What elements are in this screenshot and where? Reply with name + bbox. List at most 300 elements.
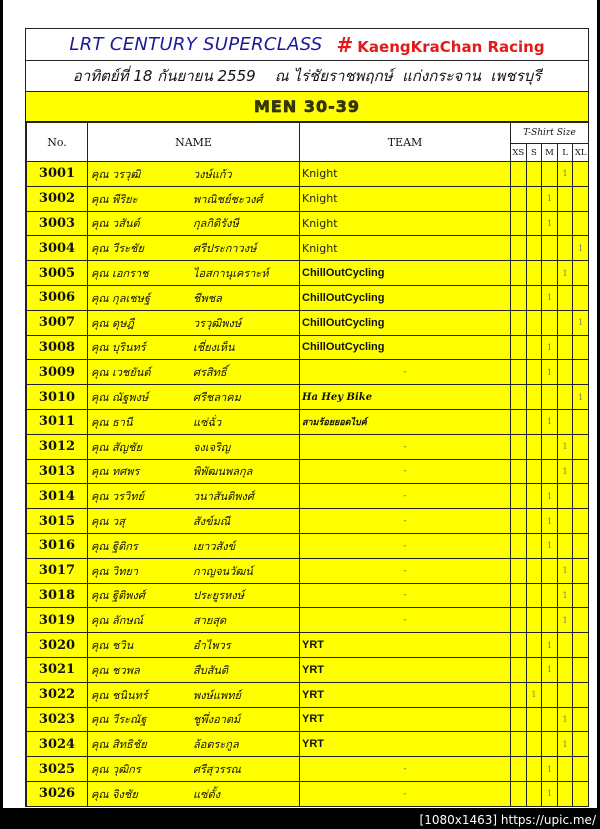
last-name: ศรีสุวรรณ — [193, 763, 241, 777]
size-m-cell: 1 — [542, 484, 558, 509]
size-l-cell: 1 — [557, 558, 573, 583]
last-name: วรวุฒิพงษ์ — [193, 316, 242, 330]
team-name: YRT — [300, 657, 511, 682]
last-name: พิพัฒนพลกุล — [193, 465, 253, 479]
size-xl-cell — [573, 261, 589, 286]
rider-name — [88, 310, 300, 335]
table-row — [27, 162, 589, 187]
size-m-cell: 1 — [542, 781, 558, 806]
category-label: MEN 30-39 — [254, 97, 360, 116]
rider-name — [88, 434, 300, 459]
size-xl-cell: 1 — [573, 236, 589, 261]
table-row — [27, 781, 589, 806]
team-name: สามร้อยยอดไบค์ — [300, 409, 511, 434]
last-name: กาญจนวัฒน์ — [193, 564, 253, 578]
size-xl-cell — [573, 732, 589, 757]
hashtag — [337, 33, 545, 57]
last-name: สังข์มณี — [193, 515, 231, 529]
last-name: แซ่ฉั่ว — [193, 415, 222, 429]
size-l-cell — [557, 385, 573, 410]
team-name: ChillOutCycling — [300, 261, 511, 286]
last-name: ศรีประกาวงษ์ — [193, 242, 257, 256]
size-m-cell — [542, 236, 558, 261]
size-m-cell — [542, 434, 558, 459]
size-xs-cell — [511, 558, 527, 583]
size-m-cell — [542, 583, 558, 608]
last-name: พงษ์แพทย์ — [193, 688, 241, 702]
size-xs-cell — [511, 757, 527, 782]
rider-name — [88, 285, 300, 310]
size-s-cell — [526, 633, 542, 658]
size-xl-cell — [573, 484, 589, 509]
rider-name — [88, 484, 300, 509]
team-name: ChillOutCycling — [300, 285, 511, 310]
rider-name — [88, 533, 300, 558]
table-row — [27, 385, 589, 410]
team-name: - — [300, 558, 511, 583]
size-xl-cell: 1 — [573, 385, 589, 410]
rider-name — [88, 211, 300, 236]
size-l-cell — [557, 310, 573, 335]
table-row — [27, 285, 589, 310]
size-xl-cell — [573, 657, 589, 682]
size-xl-cell — [573, 533, 589, 558]
first-name: คุณ วุฒิกร — [91, 763, 141, 777]
table-row — [27, 236, 589, 261]
size-l-cell — [557, 360, 573, 385]
size-xl-cell — [573, 509, 589, 534]
table-row — [27, 409, 589, 434]
first-name: คุณ ธานี — [91, 415, 133, 429]
size-s-cell — [526, 608, 542, 633]
team-name: - — [300, 757, 511, 782]
event-subtitle — [26, 61, 588, 92]
table-row — [27, 459, 589, 484]
first-name: คุณ วสันต์ — [91, 217, 140, 231]
size-xs-cell — [511, 335, 527, 360]
bib-number: 3016 — [27, 533, 88, 558]
last-name: กุลกิติรังษี — [193, 217, 239, 231]
size-xs-cell — [511, 285, 527, 310]
team-name: YRT — [300, 633, 511, 658]
size-xs-cell — [511, 509, 527, 534]
size-s-cell — [526, 533, 542, 558]
size-l-cell: 1 — [557, 434, 573, 459]
size-s-cell — [526, 484, 542, 509]
first-name: คุณ ลักษณ์ — [91, 614, 143, 628]
team-name: Ha Hey Bike — [300, 385, 511, 410]
bib-number: 3007 — [27, 310, 88, 335]
size-xs-cell — [511, 781, 527, 806]
first-name: คุณ ดุษฎี — [91, 316, 134, 330]
table-row — [27, 310, 589, 335]
table-row — [27, 583, 589, 608]
size-xs-cell — [511, 261, 527, 286]
first-name: คุณ ฐิติพงศ์ — [91, 589, 145, 603]
bib-number: 3001 — [27, 162, 88, 187]
size-s-cell — [526, 236, 542, 261]
size-l-cell — [557, 633, 573, 658]
table-row — [27, 558, 589, 583]
size-m-cell: 1 — [542, 757, 558, 782]
team-name: ChillOutCycling — [300, 310, 511, 335]
size-xs-cell — [511, 409, 527, 434]
size-s-cell — [526, 285, 542, 310]
size-xl-cell — [573, 757, 589, 782]
size-s-cell — [526, 186, 542, 211]
rider-name — [88, 707, 300, 732]
size-m-cell: 1 — [542, 657, 558, 682]
rider-name — [88, 236, 300, 261]
size-xl-cell: 1 — [573, 310, 589, 335]
size-m-cell: 1 — [542, 335, 558, 360]
size-xs-cell — [511, 484, 527, 509]
team-name: - — [300, 608, 511, 633]
size-s-cell — [526, 434, 542, 459]
size-l-cell — [557, 236, 573, 261]
table-row — [27, 732, 589, 757]
last-name: ชูพึ่งอาตม์ — [193, 713, 241, 727]
rider-name — [88, 608, 300, 633]
bib-number: 3009 — [27, 360, 88, 385]
bib-number: 3013 — [27, 459, 88, 484]
registration-sheet — [25, 28, 589, 807]
size-m-cell — [542, 682, 558, 707]
bib-number: 3003 — [27, 211, 88, 236]
bib-number: 3011 — [27, 409, 88, 434]
last-name: อำไพวร — [193, 639, 231, 653]
size-xs-cell — [511, 360, 527, 385]
size-xs-cell — [511, 583, 527, 608]
team-name: - — [300, 533, 511, 558]
last-name: แซ่ตั้ง — [193, 787, 221, 801]
size-xl-cell — [573, 162, 589, 187]
bib-number: 3023 — [27, 707, 88, 732]
size-l-cell: 1 — [557, 608, 573, 633]
size-l-cell — [557, 757, 573, 782]
size-m-cell — [542, 261, 558, 286]
first-name: คุณ ชวิน — [91, 639, 134, 653]
size-xs-cell — [511, 459, 527, 484]
size-l-cell — [557, 186, 573, 211]
size-xl-cell — [573, 608, 589, 633]
table-row — [27, 509, 589, 534]
header-size-xl: XL — [573, 144, 589, 162]
first-name: คุณ สิทธิชัย — [91, 738, 147, 752]
size-m-cell — [542, 558, 558, 583]
size-xl-cell — [573, 707, 589, 732]
rider-name — [88, 657, 300, 682]
size-s-cell — [526, 211, 542, 236]
rider-name — [88, 781, 300, 806]
header-no: No. — [27, 123, 88, 162]
size-l-cell — [557, 409, 573, 434]
table-row — [27, 261, 589, 286]
header-size-m: M — [542, 144, 558, 162]
rider-name — [88, 633, 300, 658]
size-s-cell — [526, 657, 542, 682]
size-l-cell: 1 — [557, 707, 573, 732]
bib-number: 3002 — [27, 186, 88, 211]
document-page — [3, 0, 597, 808]
size-xl-cell — [573, 211, 589, 236]
rider-name — [88, 385, 300, 410]
header-tshirt-size: T-Shirt Size — [511, 123, 589, 144]
rider-name — [88, 360, 300, 385]
size-xs-cell — [511, 732, 527, 757]
table-row — [27, 657, 589, 682]
size-m-cell — [542, 707, 558, 732]
size-xl-cell — [573, 285, 589, 310]
size-l-cell — [557, 509, 573, 534]
first-name: คุณ สัญชัย — [91, 440, 143, 454]
size-m-cell: 1 — [542, 409, 558, 434]
rider-name — [88, 732, 300, 757]
table-row — [27, 757, 589, 782]
size-m-cell — [542, 732, 558, 757]
bib-number: 3006 — [27, 285, 88, 310]
first-name: คุณ พีริยะ — [91, 192, 138, 206]
first-name: คุณ วีระณัฐ — [91, 713, 147, 727]
size-xs-cell — [511, 385, 527, 410]
size-l-cell — [557, 781, 573, 806]
size-m-cell: 1 — [542, 211, 558, 236]
first-name: คุณ ฐิติกร — [91, 539, 138, 553]
size-xl-cell — [573, 434, 589, 459]
table-row — [27, 434, 589, 459]
first-name: คุณ จิงชัย — [91, 787, 138, 801]
size-l-cell — [557, 335, 573, 360]
header-team: TEAM — [300, 123, 511, 162]
size-xs-cell — [511, 310, 527, 335]
last-name: วนาสันติพงศ์ — [193, 490, 254, 504]
size-l-cell — [557, 484, 573, 509]
size-s-cell — [526, 558, 542, 583]
first-name: คุณ ทศพร — [91, 465, 140, 479]
bib-number: 3020 — [27, 633, 88, 658]
size-xs-cell — [511, 682, 527, 707]
size-l-cell: 1 — [557, 583, 573, 608]
category-band — [26, 92, 588, 122]
team-name: Knight — [300, 211, 511, 236]
table-row — [27, 484, 589, 509]
size-l-cell: 1 — [557, 459, 573, 484]
rider-name — [88, 558, 300, 583]
size-s-cell — [526, 409, 542, 434]
header-size-xs: XS — [511, 144, 527, 162]
event-date-location: อาทิตย์ที่ 18 กันยายน 2559 ณ ไร่ชัยราชพฤกษ์ แก่งกระจาน เพชรบุรี — [72, 67, 542, 85]
bib-number: 3025 — [27, 757, 88, 782]
size-l-cell — [557, 533, 573, 558]
table-row — [27, 360, 589, 385]
last-name: เยาวสังข์ — [193, 539, 236, 553]
size-l-cell — [557, 211, 573, 236]
team-name: - — [300, 484, 511, 509]
size-s-cell — [526, 732, 542, 757]
size-xl-cell — [573, 583, 589, 608]
table-row — [27, 186, 589, 211]
bib-number: 3014 — [27, 484, 88, 509]
first-name: คุณ กุลเชษฐ์ — [91, 291, 151, 305]
size-s-cell — [526, 162, 542, 187]
size-l-cell — [557, 285, 573, 310]
size-m-cell: 1 — [542, 186, 558, 211]
team-name: YRT — [300, 732, 511, 757]
team-name: ChillOutCycling — [300, 335, 511, 360]
size-m-cell — [542, 608, 558, 633]
first-name: คุณ วรวิทย์ — [91, 490, 145, 504]
rider-name — [88, 409, 300, 434]
bib-number: 3018 — [27, 583, 88, 608]
size-s-cell — [526, 757, 542, 782]
header-size-s: S — [526, 144, 542, 162]
size-m-cell: 1 — [542, 285, 558, 310]
table-row — [27, 608, 589, 633]
size-s-cell — [526, 707, 542, 732]
last-name: สายสุด — [193, 614, 227, 628]
hash-symbol: # — [336, 32, 354, 57]
team-name: Knight — [300, 162, 511, 187]
size-s-cell — [526, 459, 542, 484]
team-name: - — [300, 781, 511, 806]
first-name: คุณ ชวพล — [91, 663, 140, 677]
size-xl-cell — [573, 335, 589, 360]
size-xs-cell — [511, 608, 527, 633]
size-l-cell: 1 — [557, 261, 573, 286]
first-name: คุณ วีระชัย — [91, 242, 144, 256]
size-l-cell: 1 — [557, 162, 573, 187]
size-m-cell — [542, 459, 558, 484]
rider-name — [88, 583, 300, 608]
event-title: LRT CENTURY SUPERCLASS — [69, 34, 323, 55]
team-name: YRT — [300, 682, 511, 707]
size-xl-cell — [573, 558, 589, 583]
size-l-cell — [557, 682, 573, 707]
first-name: คุณ บุรินทร์ — [91, 341, 146, 355]
team-name: - — [300, 459, 511, 484]
size-xs-cell — [511, 657, 527, 682]
last-name: ศรสิทธิ์ — [193, 366, 227, 380]
last-name: ไอสกานุเคราะห์ — [193, 267, 269, 281]
size-s-cell: 1 — [526, 682, 542, 707]
bib-number: 3017 — [27, 558, 88, 583]
last-name: เชี่ยงเห็น — [193, 341, 235, 355]
bib-number: 3019 — [27, 608, 88, 633]
header-size-l: L — [557, 144, 573, 162]
size-m-cell: 1 — [542, 509, 558, 534]
bib-number: 3012 — [27, 434, 88, 459]
first-name: คุณ วสุ — [91, 515, 125, 529]
table-row — [27, 335, 589, 360]
last-name: พาณิชย์ชะวงศ์ — [193, 192, 263, 206]
bib-number: 3026 — [27, 781, 88, 806]
size-m-cell — [542, 385, 558, 410]
table-row — [27, 533, 589, 558]
size-s-cell — [526, 335, 542, 360]
rider-name — [88, 162, 300, 187]
size-xs-cell — [511, 707, 527, 732]
first-name: คุณ วรวุฒิ — [91, 167, 141, 181]
size-m-cell: 1 — [542, 533, 558, 558]
bib-number: 3022 — [27, 682, 88, 707]
size-m-cell: 1 — [542, 633, 558, 658]
team-name: Knight — [300, 186, 511, 211]
rider-name — [88, 509, 300, 534]
hashtag-text: KaengKraChan Racing — [357, 37, 545, 56]
first-name: คุณ ชนินทร์ — [91, 688, 148, 702]
bib-number: 3004 — [27, 236, 88, 261]
size-xl-cell — [573, 360, 589, 385]
size-xs-cell — [511, 533, 527, 558]
last-name: ประยูรหงษ์ — [193, 589, 245, 603]
size-xs-cell — [511, 434, 527, 459]
bib-number: 3015 — [27, 509, 88, 534]
team-name: - — [300, 509, 511, 534]
size-xl-cell — [573, 186, 589, 211]
size-s-cell — [526, 261, 542, 286]
last-name: วงษ์แก้ว — [193, 167, 232, 181]
rider-name — [88, 757, 300, 782]
size-s-cell — [526, 781, 542, 806]
size-m-cell — [542, 310, 558, 335]
participant-rows — [27, 162, 589, 807]
last-name: จงเจริญ — [193, 440, 231, 454]
image-watermark: [1080x1463] https://upic.me/ — [419, 813, 596, 827]
first-name: คุณ เวชยันต์ — [91, 366, 151, 380]
size-xl-cell — [573, 682, 589, 707]
title-bar — [26, 29, 588, 61]
last-name: ชีพชล — [193, 291, 222, 305]
rider-name — [88, 186, 300, 211]
size-xs-cell — [511, 236, 527, 261]
participant-table — [26, 122, 589, 807]
last-name: สืบสันติ — [193, 663, 229, 677]
size-s-cell — [526, 509, 542, 534]
size-m-cell: 1 — [542, 360, 558, 385]
rider-name — [88, 459, 300, 484]
team-name: YRT — [300, 707, 511, 732]
size-l-cell: 1 — [557, 732, 573, 757]
first-name: คุณ เอกราช — [91, 267, 149, 281]
size-s-cell — [526, 385, 542, 410]
bib-number: 3010 — [27, 385, 88, 410]
size-xs-cell — [511, 633, 527, 658]
header-name: NAME — [88, 123, 300, 162]
team-name: Knight — [300, 236, 511, 261]
first-name: คุณ วิทยา — [91, 564, 139, 578]
size-xl-cell — [573, 409, 589, 434]
size-xs-cell — [511, 162, 527, 187]
size-s-cell — [526, 360, 542, 385]
size-m-cell — [542, 162, 558, 187]
size-s-cell — [526, 310, 542, 335]
size-l-cell — [557, 657, 573, 682]
bib-number: 3021 — [27, 657, 88, 682]
size-xs-cell — [511, 211, 527, 236]
table-row — [27, 707, 589, 732]
team-name: - — [300, 434, 511, 459]
team-name: - — [300, 360, 511, 385]
last-name: ล้อตระกูล — [193, 738, 239, 752]
size-xl-cell — [573, 633, 589, 658]
rider-name — [88, 335, 300, 360]
last-name: ศรีชลาคม — [193, 391, 241, 405]
first-name: คุณ ณัฐพงษ์ — [91, 391, 149, 405]
table-row — [27, 633, 589, 658]
table-row — [27, 211, 589, 236]
bib-number: 3008 — [27, 335, 88, 360]
rider-name — [88, 261, 300, 286]
